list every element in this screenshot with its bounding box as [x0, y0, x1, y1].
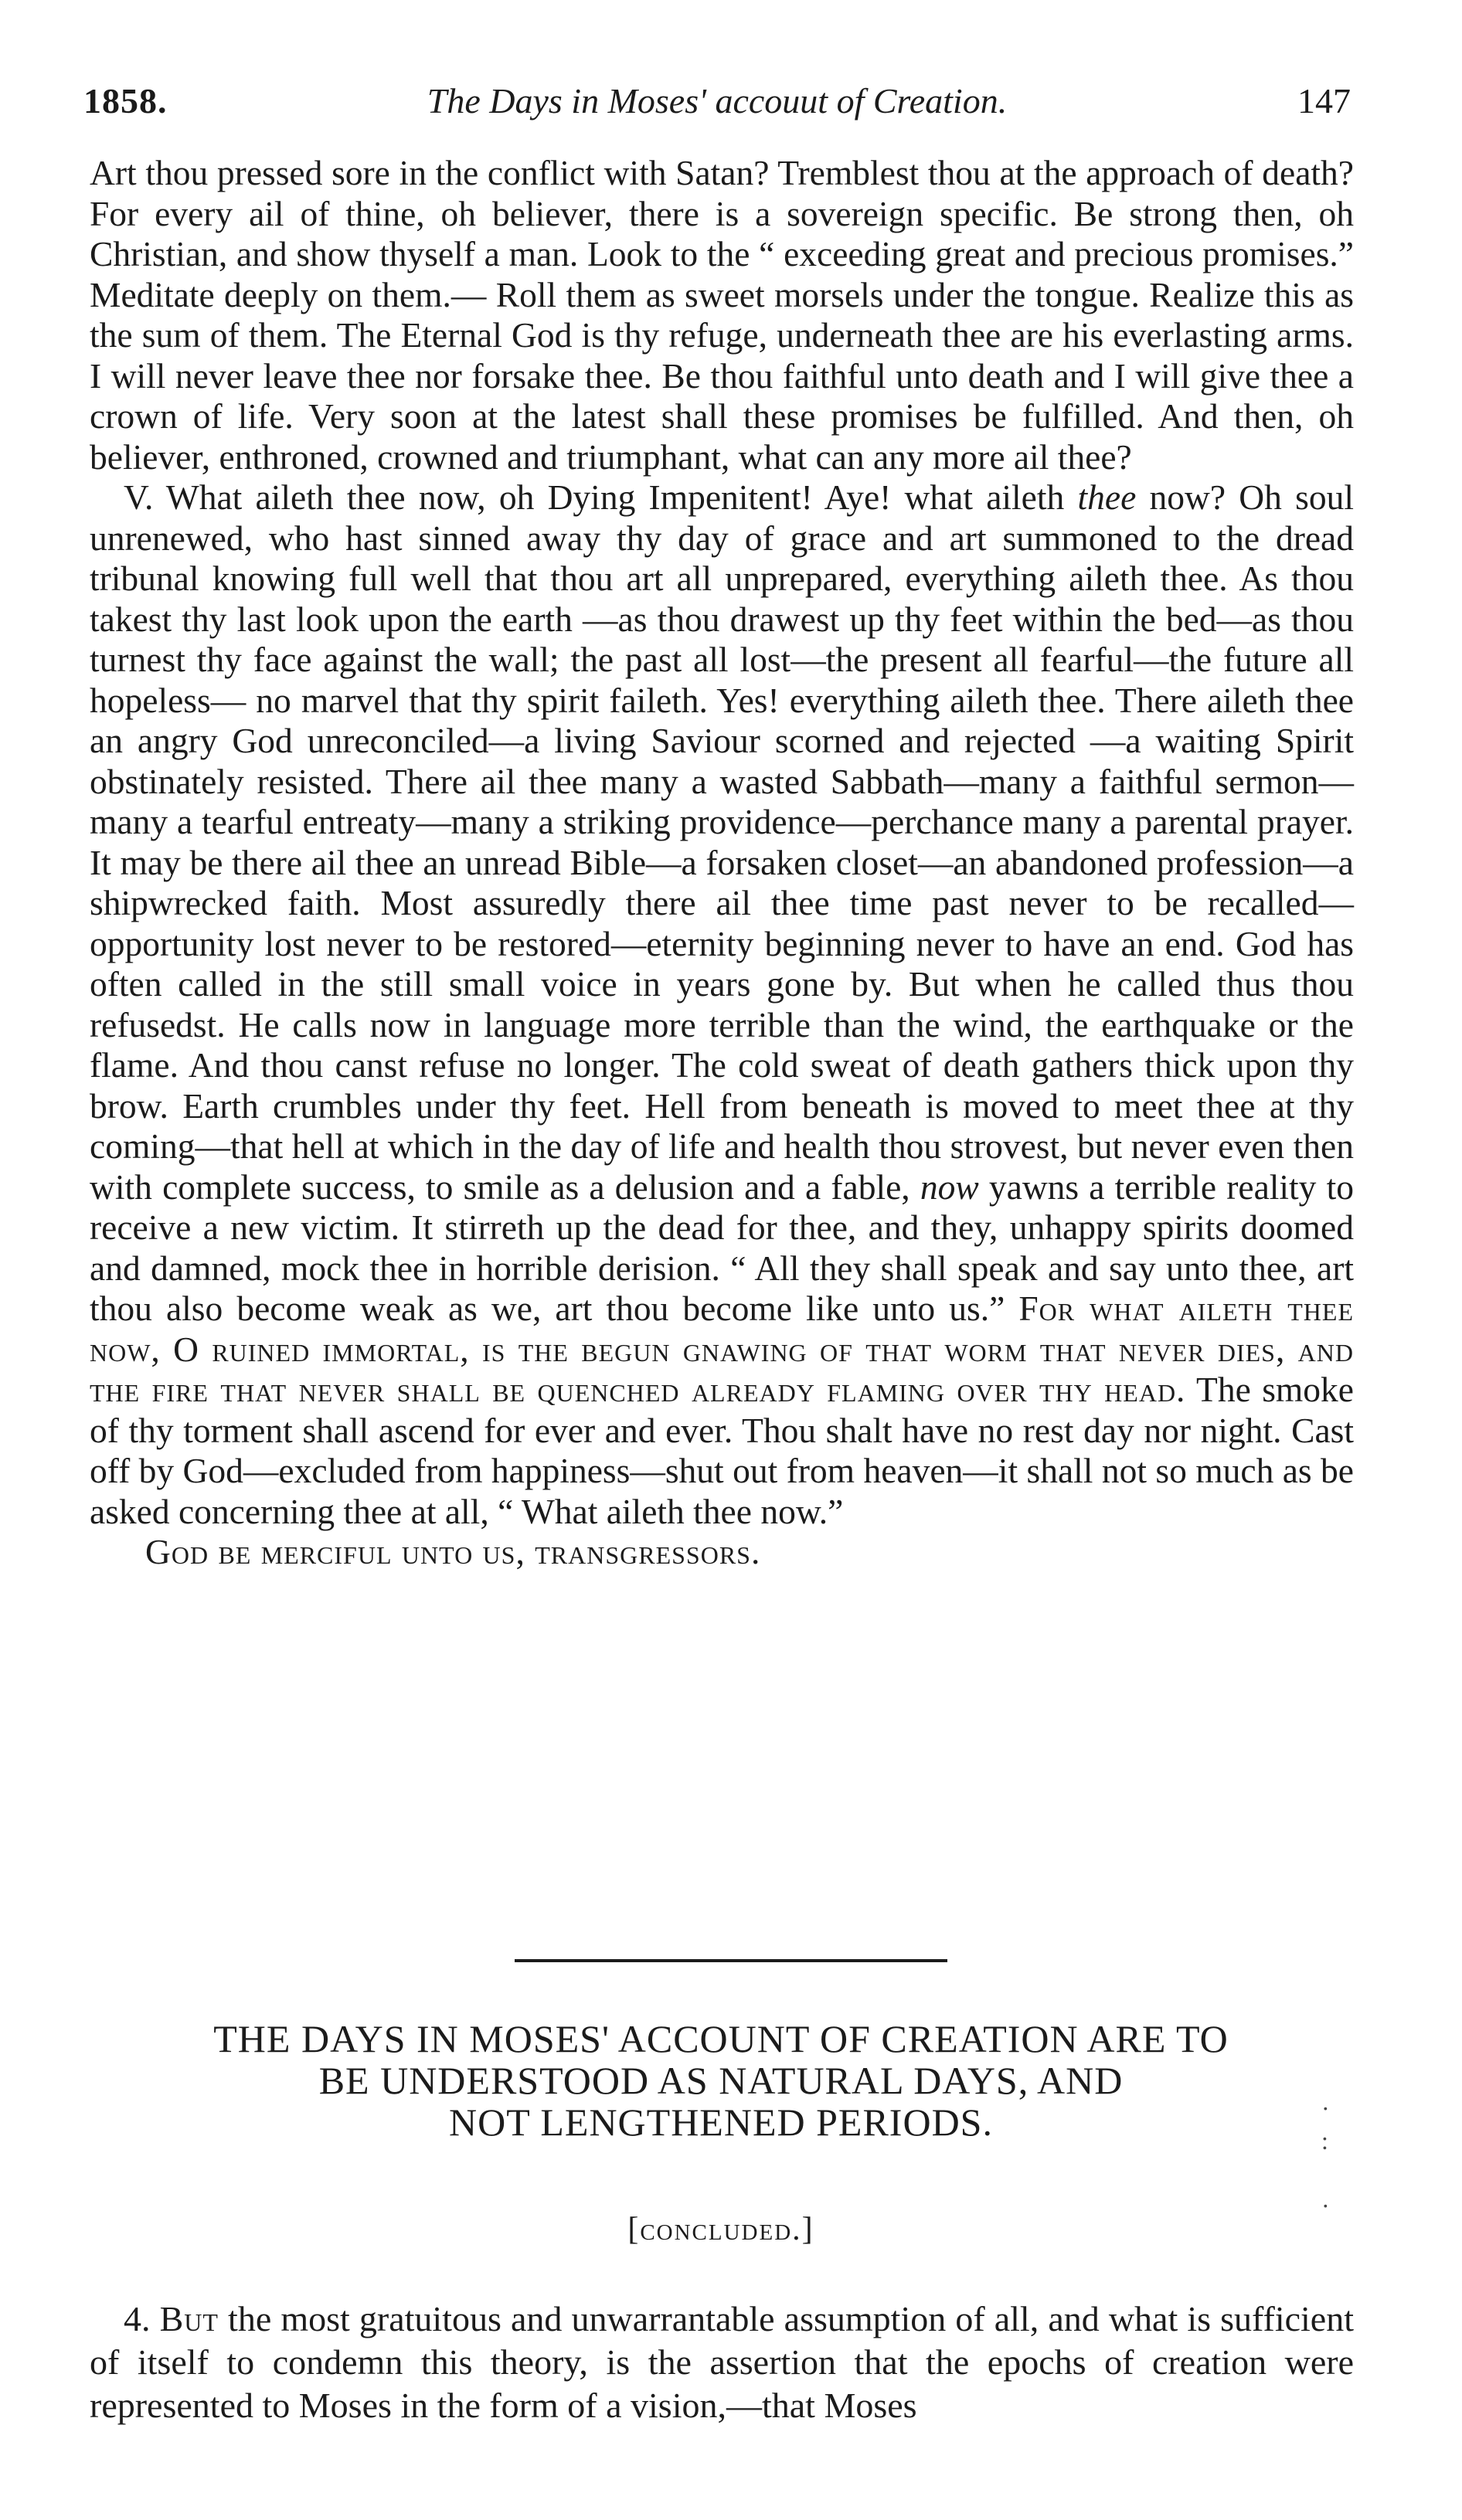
paragraph-believer: Art thou pressed sore in the conflict with Satan? Tremblest thou at the approach of death? For every ail of thine, oh believer, there is a sovereign specific. Be strong then, oh Christian, and show thyself a man. Look to the “ exceeding great and precious promises.” Meditate deeply on them.— Roll them as sweet morsels under the tongue. Realize this as the sum of them. The Eternal God is thy refuge, underneath thee are his everlasting arms. I will never leave thee nor forsake thee. Be thou faithful unto death and I will give thee a crown of life. Very soon at the latest shall these promises be fulfilled. And then, oh believer, enthroned, crowned and triumphant, what can any more ail thee? — [90, 153, 1354, 477]
paragraph-impenitent-text-a: V. What aileth thee now, oh Dying Impenitent! Aye! what aileth — [124, 477, 1078, 517]
article-heading-line-2: BE UNDERSTOOD AS NATURAL DAYS, AND — [318, 2059, 1124, 2102]
paragraph-point-4 — [90, 2298, 1354, 2427]
running-head-title: The Days in Moses' accouut of Creation. — [427, 81, 1008, 121]
running-head-year: 1858. — [83, 81, 168, 121]
article-heading-line-1: THE DAYS IN MOSES' ACCOUNT OF CREATION ARE TO — [213, 2017, 1229, 2060]
article-heading — [83, 2018, 1358, 2143]
paragraph-impenitent-text-c: yawns a terrible reality to receive a new victim. It stirreth up the dead for thee, and they, unhappy spirits doomed and damned, mock thee in horrible derision. “ All they shall speak and say unto thee, art thou also become weak as we, art thou become like unto us.” — [90, 1167, 1354, 1328]
article-text — [90, 2298, 1354, 2427]
point-number: 4. — [124, 2299, 160, 2338]
small-caps-passage: For what aileth thee now, O ruined immortal, is the begun gnawing of that worm that never dies, and the fire that never shall be quenched already flaming over thy head. — [90, 1289, 1354, 1409]
signoff-line: God be merciful unto us, transgressors. — [145, 1532, 761, 1571]
section-divider — [515, 1959, 947, 1962]
page-number: 147 — [1297, 81, 1351, 121]
running-head — [83, 80, 1351, 134]
article-heading-line-3: NOT LENGTHENED PERIODS. — [449, 2101, 993, 2144]
margin-specks: · : · — [1321, 2094, 1330, 2219]
paragraph-impenitent-text-d: The smoke of thy torment shall ascend for ever and ever. Thou shalt have no rest day nor night. Cast off by God—excluded from happiness—shut out from heaven—it shall not so much as be asked concerning thee at all, “ What aileth thee now.” — [90, 1370, 1355, 1531]
lead-word: But — [159, 2299, 219, 2338]
paragraph-point-4-text: the most gratuitous and unwarrantable assumption of all, and what is sufficient of itself to condemn this theory, is the assertion that the epochs of creation were represented to Moses in the form of a vision,—that Moses — [90, 2299, 1354, 2425]
main-text — [90, 153, 1354, 1573]
concluded-label: [concluded.] — [627, 2212, 814, 2247]
paragraph-impenitent-text-b: now? Oh soul unrenewed, who hast sinned away thy day of grace and art summoned to the dread tribunal knowing full well that thou art all unprepared, everything aileth thee. As thou takest thy last look upon the earth —as thou drawest up thy feet within the bed—as thou turnest thy face against the wall; the past all lost—the present all fearful—the future all hopeless— no marvel that thy spirit faileth. Yes! everything aileth thee. There aileth thee an angry God unreconciled—a living Saviour scorned and rejected —a waiting Spirit obstinately resisted. There ail thee many a wasted Sabbath—many a faithful sermon—many a tearful entreaty—many a striking providence—perchance many a parental prayer. It may be there ail thee an unread Bible—a forsaken closet—an abandoned profession—a shipwrecked faith. Most assuredly there ail thee time past never to be recalled—opportunity lost never to be restored—eternity beginning never to have an end. God has often called in the still small voice in years gone by. But when he called thus thou refusedst. He calls now in language more terrible than the wind, the earthquake or the flame. And thou canst refuse no longer. The cold sweat of death gathers thick upon thy brow. Earth crumbles under thy feet. Hell from beneath is moved to meet thee at thy coming—that hell at which in the day of life and health thou strovest, but never even then with complete success, to smile as a delusion and a fable, — [90, 477, 1354, 1207]
emphasis-now: now — [920, 1167, 979, 1207]
paragraph-impenitent — [90, 477, 1354, 1532]
emphasis-thee: thee — [1077, 477, 1137, 517]
